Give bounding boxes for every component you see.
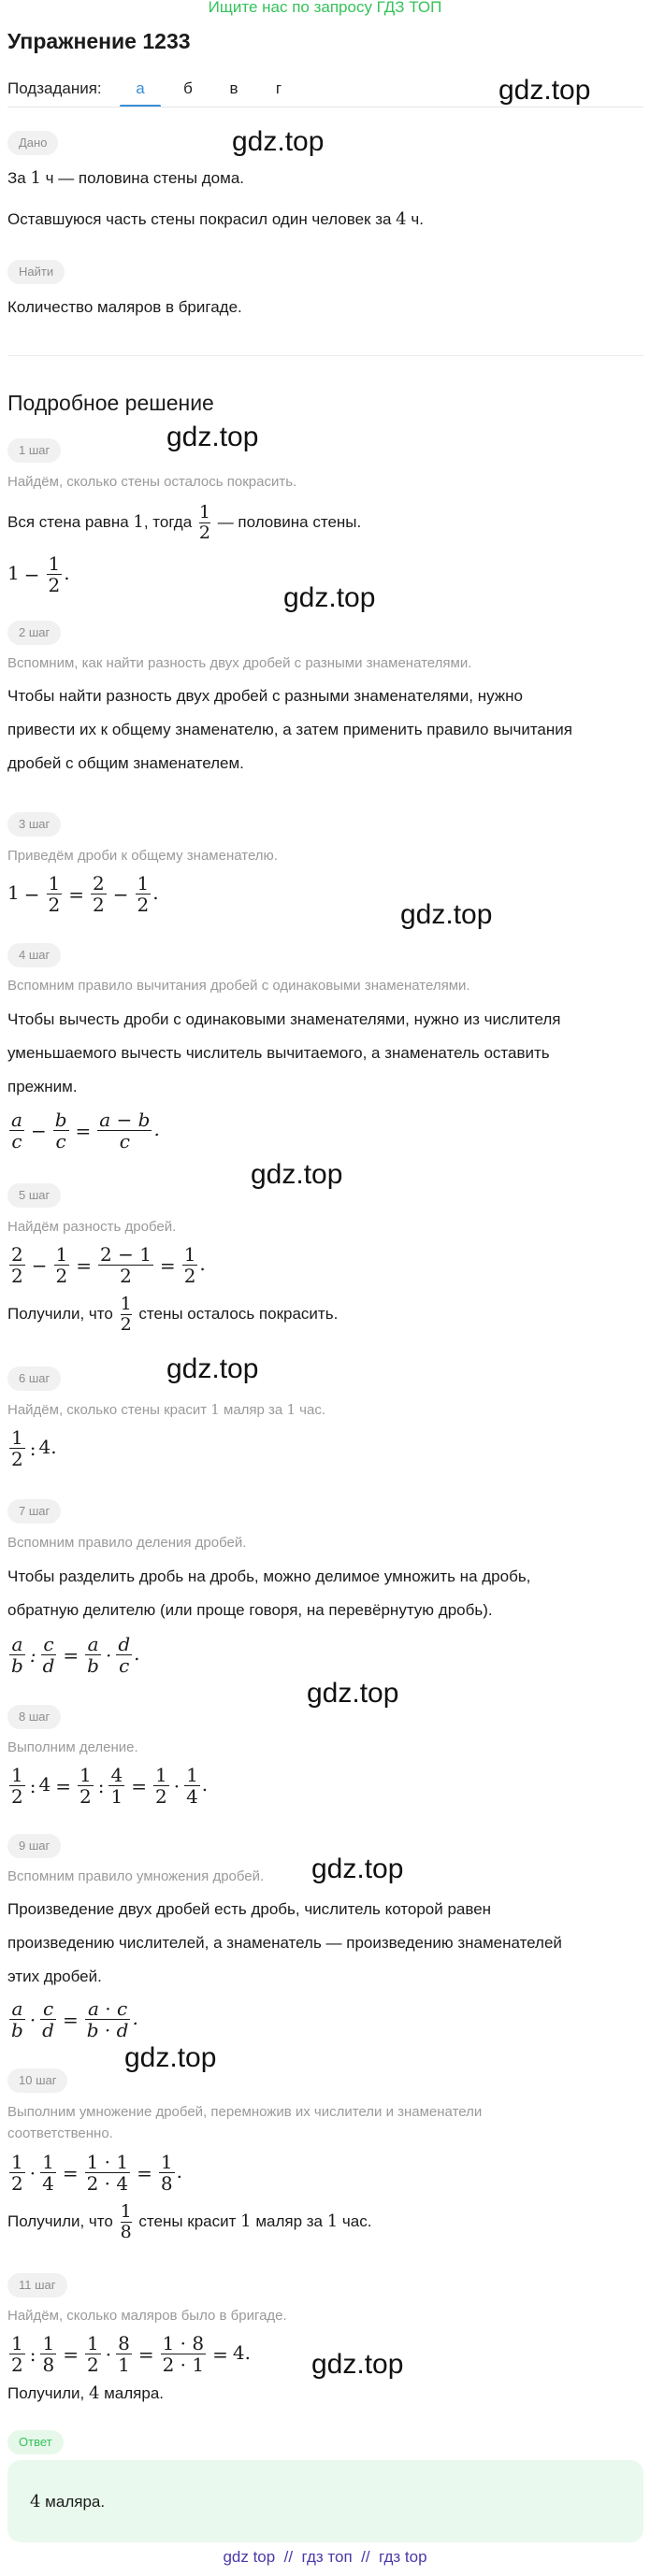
subtasks-label: Подзадания: bbox=[7, 79, 102, 97]
rule-text: дробей с общим знаменателем. bbox=[7, 754, 244, 772]
step-result: Получили, что $\frac{1}{8}$ стены красит 1 маляр за 1 час. bbox=[7, 2201, 372, 2242]
step-description: Найдём, сколько стены осталось покрасить. bbox=[7, 474, 297, 490]
step-description: Приведём дроби к общему знаменателю. bbox=[7, 848, 278, 864]
answer-text: 4 маляра. bbox=[30, 2492, 106, 2512]
solution-title: Подробное решение bbox=[7, 391, 214, 415]
top-banner: Ищите нас по запросу ГДЗ ТОП bbox=[208, 0, 442, 16]
step-badge: 1 шаг bbox=[7, 438, 61, 463]
step-description: Выполним деление. bbox=[7, 1739, 138, 1755]
formula: $\frac{1}{2}$ : 4. bbox=[11, 1426, 57, 1470]
formula: $\frac{1}{2}$ : $\frac{1}{8}$ = $\frac{1}{2}$ · $\frac{8}{1}$ = $\frac{1 \cdot 8}{2 \cdot 1}$ = 4. bbox=[11, 2332, 251, 2376]
rule-text: Чтобы найти разность двух дробей с разными знаменателями, нужно bbox=[7, 687, 524, 705]
subtask-tab-g[interactable]: г bbox=[275, 79, 282, 97]
subtask-tab-a[interactable]: а bbox=[136, 79, 145, 97]
given-line-1: За 1 ч — половина стены дома. bbox=[7, 168, 244, 188]
rule-text: Чтобы разделить дробь на дробь, можно делимое умножить на дробь, bbox=[7, 1567, 531, 1585]
rule-text: прежним. bbox=[7, 1078, 78, 1095]
rule-text: Чтобы вычесть дроби с одинаковыми знаменателями, нужно из числителя bbox=[7, 1010, 561, 1028]
step-result: Получили, 4 маляра. bbox=[7, 2383, 165, 2403]
rule-text: обратную делителю (или проще говоря, на перевёрнутую дробь). bbox=[7, 1601, 493, 1619]
watermark: gdz.top bbox=[283, 582, 376, 613]
step-description: Вспомним правило вычитания дробей с одинаковыми знаменателями. bbox=[7, 978, 470, 994]
formula: $\frac{1}{2}$ : 4 = $\frac{1}{2}$ : $\frac{4}{1}$ = $\frac{1}{2}$ · $\frac{1}{4}$ . bbox=[11, 1764, 209, 1808]
rule-text: привести их к общему знаменателю, а затем применить правило вычитания bbox=[7, 721, 572, 738]
formula: 1 − $\frac{1}{2}$ = $\frac{2}{2}$ − $\frac{1}{2}$ . bbox=[7, 872, 159, 916]
exercise-title: Упражнение 1233 bbox=[7, 29, 191, 53]
watermark: gdz.top bbox=[311, 1853, 404, 1884]
step-description: Вспомним правило умножения дробей. bbox=[7, 1868, 265, 1884]
step-badge: 4 шаг bbox=[7, 943, 61, 967]
subtask-tab-v[interactable]: в bbox=[229, 79, 238, 97]
step-badge: 3 шаг bbox=[7, 812, 61, 837]
watermark: gdz.top bbox=[166, 422, 259, 452]
step-badge: 7 шаг bbox=[7, 1499, 61, 1524]
formula: $\frac{a}{b}$ · $\frac{c}{d}$ = $\frac{a \cdot c}{b \cdot d}$ . bbox=[11, 1997, 138, 2041]
step-badge: 2 шаг bbox=[7, 621, 61, 645]
rule-text: Произведение двух дробей есть дробь, числитель которой равен bbox=[7, 1900, 492, 1918]
step-badge: 9 шаг bbox=[7, 1834, 61, 1858]
formula: $\frac{1}{2}$ · $\frac{1}{4}$ = $\frac{1 \cdot 1}{2 \cdot 4}$ = $\frac{1}{8}$ . bbox=[11, 2151, 182, 2195]
watermark: gdz.top bbox=[400, 899, 493, 930]
watermark: gdz.top bbox=[232, 126, 325, 157]
step-description: Найдём, сколько маляров было в бригаде. bbox=[7, 2308, 287, 2324]
step-description: Вспомним правило деления дробей. bbox=[7, 1535, 247, 1551]
step-description: соответственно. bbox=[7, 2125, 113, 2141]
rule-text: этих дробей. bbox=[7, 1968, 102, 1985]
step-badge: 6 шаг bbox=[7, 1367, 61, 1391]
given-line-2: Оставшуюся часть стены покрасил один человек за 4 ч. bbox=[7, 209, 424, 229]
watermark: gdz.top bbox=[311, 2349, 404, 2380]
step-result: Получили, что $\frac{1}{2}$ стены осталось покрасить. bbox=[7, 1294, 339, 1335]
section-divider bbox=[7, 355, 643, 356]
step-badge: 11 шаг bbox=[7, 2273, 67, 2297]
watermark: gdz.top bbox=[498, 75, 591, 106]
watermark: gdz.top bbox=[166, 1353, 259, 1384]
step-description: Вспомним, как найти разность двух дробей с разными знаменателями. bbox=[7, 655, 472, 671]
subtask-tab-b[interactable]: б bbox=[183, 79, 193, 97]
step-badge: 8 шаг bbox=[7, 1705, 61, 1729]
step-badge: 5 шаг bbox=[7, 1183, 61, 1208]
answer-badge: Ответ bbox=[7, 2430, 64, 2454]
find-badge: Найти bbox=[7, 260, 65, 284]
step-text: Вся стена равна 1, тогда $\frac{1}{2}$ — половина стены. bbox=[7, 502, 362, 543]
step-description: Выполним умножение дробей, перемножив их числители и знаменатели bbox=[7, 2104, 483, 2120]
watermark: gdz.top bbox=[124, 2042, 217, 2073]
formula: $\frac{2}{2}$ − $\frac{1}{2}$ = $\frac{2 - 1}{2}$ = $\frac{1}{2}$ . bbox=[11, 1243, 206, 1287]
step-description: Найдём, сколько стены красит 1 маляр за 1 час. bbox=[7, 1401, 325, 1418]
step-badge: 10 шаг bbox=[7, 2068, 67, 2093]
watermark: gdz.top bbox=[307, 1678, 399, 1709]
formula: $\frac{a}{b}$ : $\frac{c}{d}$ = $\frac{a}{b}$ · $\frac{d}{c}$ . bbox=[11, 1633, 140, 1677]
given-badge: Дано bbox=[7, 131, 58, 155]
find-text: Количество маляров в бригаде. bbox=[7, 298, 242, 316]
formula: $\frac{a}{c}$ − $\frac{b}{c}$ = $\frac{a - b}{c}$ . bbox=[11, 1109, 160, 1152]
watermark: gdz.top bbox=[251, 1159, 343, 1190]
footer-links[interactable]: gdz top // гдз топ // гдз top bbox=[223, 2548, 427, 2566]
step-description: Найдём разность дробей. bbox=[7, 1219, 177, 1235]
rule-text: уменьшаемого вычесть числитель вычитаемого, а знаменатель оставить bbox=[7, 1044, 550, 1062]
formula: 1 − $\frac{1}{2}$ . bbox=[7, 552, 70, 596]
rule-text: произведению числителей, а знаменатель — произведению знаменателей bbox=[7, 1934, 562, 1952]
